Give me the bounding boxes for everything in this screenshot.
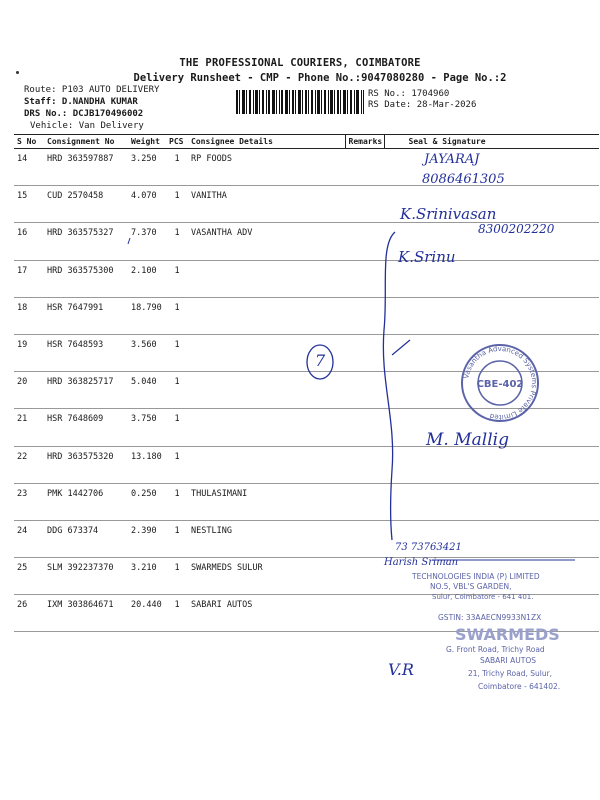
cell-weight: 0.250 <box>128 483 166 520</box>
cell-consignee <box>188 260 345 297</box>
cell-weight: 3.210 <box>128 558 166 595</box>
cell-consignee: RP FOODS <box>188 149 345 186</box>
col-header-seal: Seal & Signature <box>384 135 599 149</box>
table-row <box>14 483 599 520</box>
cell-consignment: HRD 363575327 <box>44 223 128 260</box>
table-row <box>14 520 599 557</box>
stamp24-line1: TECHNOLOGIES INDIA (P) LIMITED <box>412 572 540 581</box>
cell-seal <box>384 297 599 334</box>
cell-weight: 13.180 <box>128 446 166 483</box>
cell-weight: 2.390 <box>128 520 166 557</box>
cell-consignment: HSR 7648593 <box>44 334 128 371</box>
table-row <box>14 446 599 483</box>
cell-remarks <box>345 446 384 483</box>
handwritten-phone-row23: 73 73763421 <box>395 542 462 553</box>
col-header-sno: S No <box>14 135 44 149</box>
cell-seal <box>384 483 599 520</box>
cell-pcs: 1 <box>166 186 188 223</box>
stamp24-line2: NO.5, VBL'S GARDEN, <box>430 582 512 591</box>
cell-sno: 25 <box>14 558 44 595</box>
staff-label: Staff: D.NANDHA KUMAR <box>24 97 138 107</box>
stamp26-line3: Coimbatore - 641402. <box>478 682 561 691</box>
cell-sno: 17 <box>14 260 44 297</box>
table-row <box>14 149 599 186</box>
cell-consignee <box>188 409 345 446</box>
cell-weight: 5.040 <box>128 372 166 409</box>
cell-consignee <box>188 446 345 483</box>
cell-pcs: 1 <box>166 297 188 334</box>
cell-consignment: HRD 363575300 <box>44 260 128 297</box>
handwritten-signature-group: M. Mallig <box>426 430 509 450</box>
cell-weight: 2.100 <box>128 260 166 297</box>
handwritten-signature-row26: V.R <box>388 660 414 679</box>
cell-sno: 19 <box>14 334 44 371</box>
cell-pcs: 1 <box>166 149 188 186</box>
cell-consignee <box>188 372 345 409</box>
cell-pcs: 1 <box>166 520 188 557</box>
cell-remarks <box>345 595 384 632</box>
cell-consignment: HSR 7647991 <box>44 297 128 334</box>
cell-remarks <box>345 520 384 557</box>
rs-date: RS Date: 28-Mar-2026 <box>368 100 477 110</box>
col-header-consignee: Consignee Details <box>188 135 345 149</box>
company-title: THE PROFESSIONAL COURIERS, COIMBATORE <box>179 57 421 69</box>
cell-consignment: HRD 363597887 <box>44 149 128 186</box>
handwritten-name-row23: Harish Sriman <box>384 557 459 568</box>
cell-sno: 15 <box>14 186 44 223</box>
col-header-weight: Weight <box>128 135 166 149</box>
cell-sno: 18 <box>14 297 44 334</box>
cell-sno: 23 <box>14 483 44 520</box>
cell-consignment: SLM 392237370 <box>44 558 128 595</box>
drs-number: DRS No.: DCJB170496002 <box>24 109 144 119</box>
cell-remarks <box>345 483 384 520</box>
cell-pcs: 1 <box>166 260 188 297</box>
cell-remarks <box>345 297 384 334</box>
table-header-row <box>14 135 599 149</box>
table-row <box>14 372 599 409</box>
table-row <box>14 334 599 371</box>
table-row <box>14 297 599 334</box>
handwritten-signature-row16: K.Srinu <box>398 248 456 266</box>
cell-sno: 24 <box>14 520 44 557</box>
handwritten-count: 7 <box>315 351 326 370</box>
handwritten-phone-row14: 8086461305 <box>422 172 505 187</box>
stamp26-line1: SABARI AUTOS <box>480 656 536 665</box>
runsheet-table <box>14 134 599 632</box>
stamp24-line3: Sulur, Coimbatore - 641 401. <box>432 593 534 601</box>
cell-pcs: 1 <box>166 595 188 632</box>
cell-consignment: HSR 7648609 <box>44 409 128 446</box>
stamp25-address: G. Front Road, Trichy Road <box>446 645 545 654</box>
vehicle-label: Vehicle: Van Delivery <box>30 121 144 131</box>
col-header-remarks: Remarks <box>345 135 384 149</box>
cell-pcs: 1 <box>166 372 188 409</box>
cell-remarks <box>345 149 384 186</box>
handwritten-phone-row15: 8300202220 <box>478 222 555 236</box>
cell-consignment: DDG 673374 <box>44 520 128 557</box>
cell-consignee: NESTLING <box>188 520 345 557</box>
cell-seal <box>384 372 599 409</box>
cell-remarks <box>345 558 384 595</box>
cell-remarks <box>345 186 384 223</box>
rs-number: RS No.: 1704960 <box>368 89 450 99</box>
cell-consignment: CUD 2570458 <box>44 186 128 223</box>
cell-sno: 26 <box>14 595 44 632</box>
cell-pcs: 1 <box>166 446 188 483</box>
table-row <box>14 186 599 223</box>
cell-weight: 3.560 <box>128 334 166 371</box>
cell-consignment: PMK 1442706 <box>44 483 128 520</box>
handwritten-name-row14: JAYARAJ <box>424 152 480 167</box>
cell-weight: 18.790 <box>128 297 166 334</box>
col-header-pcs: PCS <box>166 135 188 149</box>
cell-weight: 3.750 <box>128 409 166 446</box>
cell-consignee: SWARMEDS SULUR <box>188 558 345 595</box>
round-stamp-center-text: CBE-402 <box>476 379 524 390</box>
cell-consignment: IXM 303864671 <box>44 595 128 632</box>
cell-consignee: VANITHA <box>188 186 345 223</box>
cell-sno: 16 <box>14 223 44 260</box>
cell-weight: 7.370 <box>128 223 166 260</box>
cell-weight: 20.440 <box>128 595 166 632</box>
col-header-consignment: Consignment No <box>44 135 128 149</box>
cell-remarks <box>345 372 384 409</box>
cell-consignee: VASANTHA ADV <box>188 223 345 260</box>
runsheet-subtitle: Delivery Runsheet - CMP - Phone No.:9047080280 - Page No.:2 <box>133 72 507 84</box>
cell-pcs: 1 <box>166 223 188 260</box>
cell-pcs: 1 <box>166 334 188 371</box>
table-row <box>14 260 599 297</box>
cell-sno: 22 <box>14 446 44 483</box>
cell-seal <box>384 334 599 371</box>
round-stamp-ring-text: Vasantha Advanced Systems Private Limited <box>462 344 539 422</box>
barcode-image <box>236 90 364 114</box>
cell-pcs: 1 <box>166 558 188 595</box>
cell-sno: 14 <box>14 149 44 186</box>
stamp25-name: SWARMEDS <box>455 625 560 644</box>
cell-sno: 21 <box>14 409 44 446</box>
cell-remarks <box>345 260 384 297</box>
cell-pcs: 1 <box>166 483 188 520</box>
cell-remarks <box>345 334 384 371</box>
cell-remarks <box>345 223 384 260</box>
stamp24-line4: GSTIN: 33AAECN9933N1ZX <box>438 613 542 622</box>
cell-pcs: 1 <box>166 409 188 446</box>
cell-remarks <box>345 409 384 446</box>
route-label: Route: P103 AUTO DELIVERY <box>24 85 160 95</box>
cell-consignment: HRD 363575320 <box>44 446 128 483</box>
stamp26-line2: 21, Trichy Road, Sulur, <box>468 669 553 678</box>
punch-mark <box>16 71 19 74</box>
cell-weight: 4.070 <box>128 186 166 223</box>
handwritten-signature-row15: K.Srinivasan <box>400 205 497 223</box>
cell-consignee <box>188 297 345 334</box>
cell-consignee: SABARI AUTOS <box>188 595 345 632</box>
cell-sno: 20 <box>14 372 44 409</box>
table-row <box>14 409 599 446</box>
cell-seal <box>384 446 599 483</box>
cell-consignment: HRD 363825717 <box>44 372 128 409</box>
cell-weight: 3.250 <box>128 149 166 186</box>
cell-consignee: THULASIMANI <box>188 483 345 520</box>
